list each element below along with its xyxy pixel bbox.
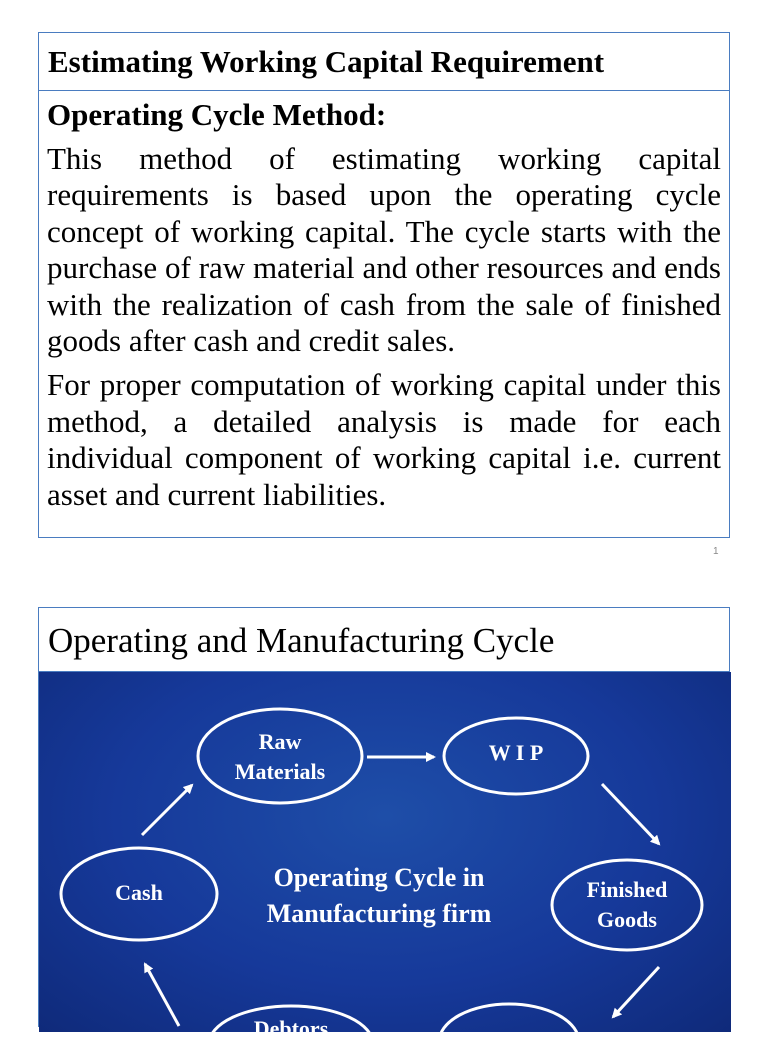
wip-label: W I P	[488, 740, 544, 765]
page-number: 1	[713, 546, 719, 557]
slide-body	[39, 91, 729, 513]
paragraph-2: For proper computation of working capital under this method, a detailed analysis is made for each individual component of working capital i.e. current asset and current liabilities.	[47, 367, 721, 512]
slide-1	[38, 32, 730, 538]
operating-cycle-diagram	[39, 672, 731, 1041]
creditors-node	[439, 1004, 579, 1044]
slide-title: Estimating Working Capital Requirement	[39, 33, 729, 91]
diagram-graphics	[39, 672, 731, 1032]
cash-label: Cash	[115, 880, 163, 905]
arrow-debtors-to-cash	[145, 964, 179, 1026]
section-heading: Operating Cycle Method:	[47, 97, 387, 132]
raw-materials-label: Raw Materials	[234, 729, 326, 784]
arrow-cash-to-raw	[142, 785, 192, 835]
arrow-wip-to-finished	[602, 784, 659, 844]
arrow-finished-to-next	[613, 967, 659, 1017]
debtors-label: Debtors	[253, 1016, 329, 1041]
slide-title: Operating and Manufacturing Cycle	[39, 608, 729, 672]
center-label: Operating Cycle in Manufacturing firm	[266, 863, 492, 928]
paragraph-1: This method of estimating working capital requirements is based upon the operating cycle concept of working capital. The cycle starts with the purchase of raw material and other resources and ends with the realization of cash from the sale of finished goods after cash and credit sales.	[47, 141, 721, 359]
finished-goods-label: Finished Goods	[586, 877, 668, 932]
slide-2	[38, 607, 730, 1041]
